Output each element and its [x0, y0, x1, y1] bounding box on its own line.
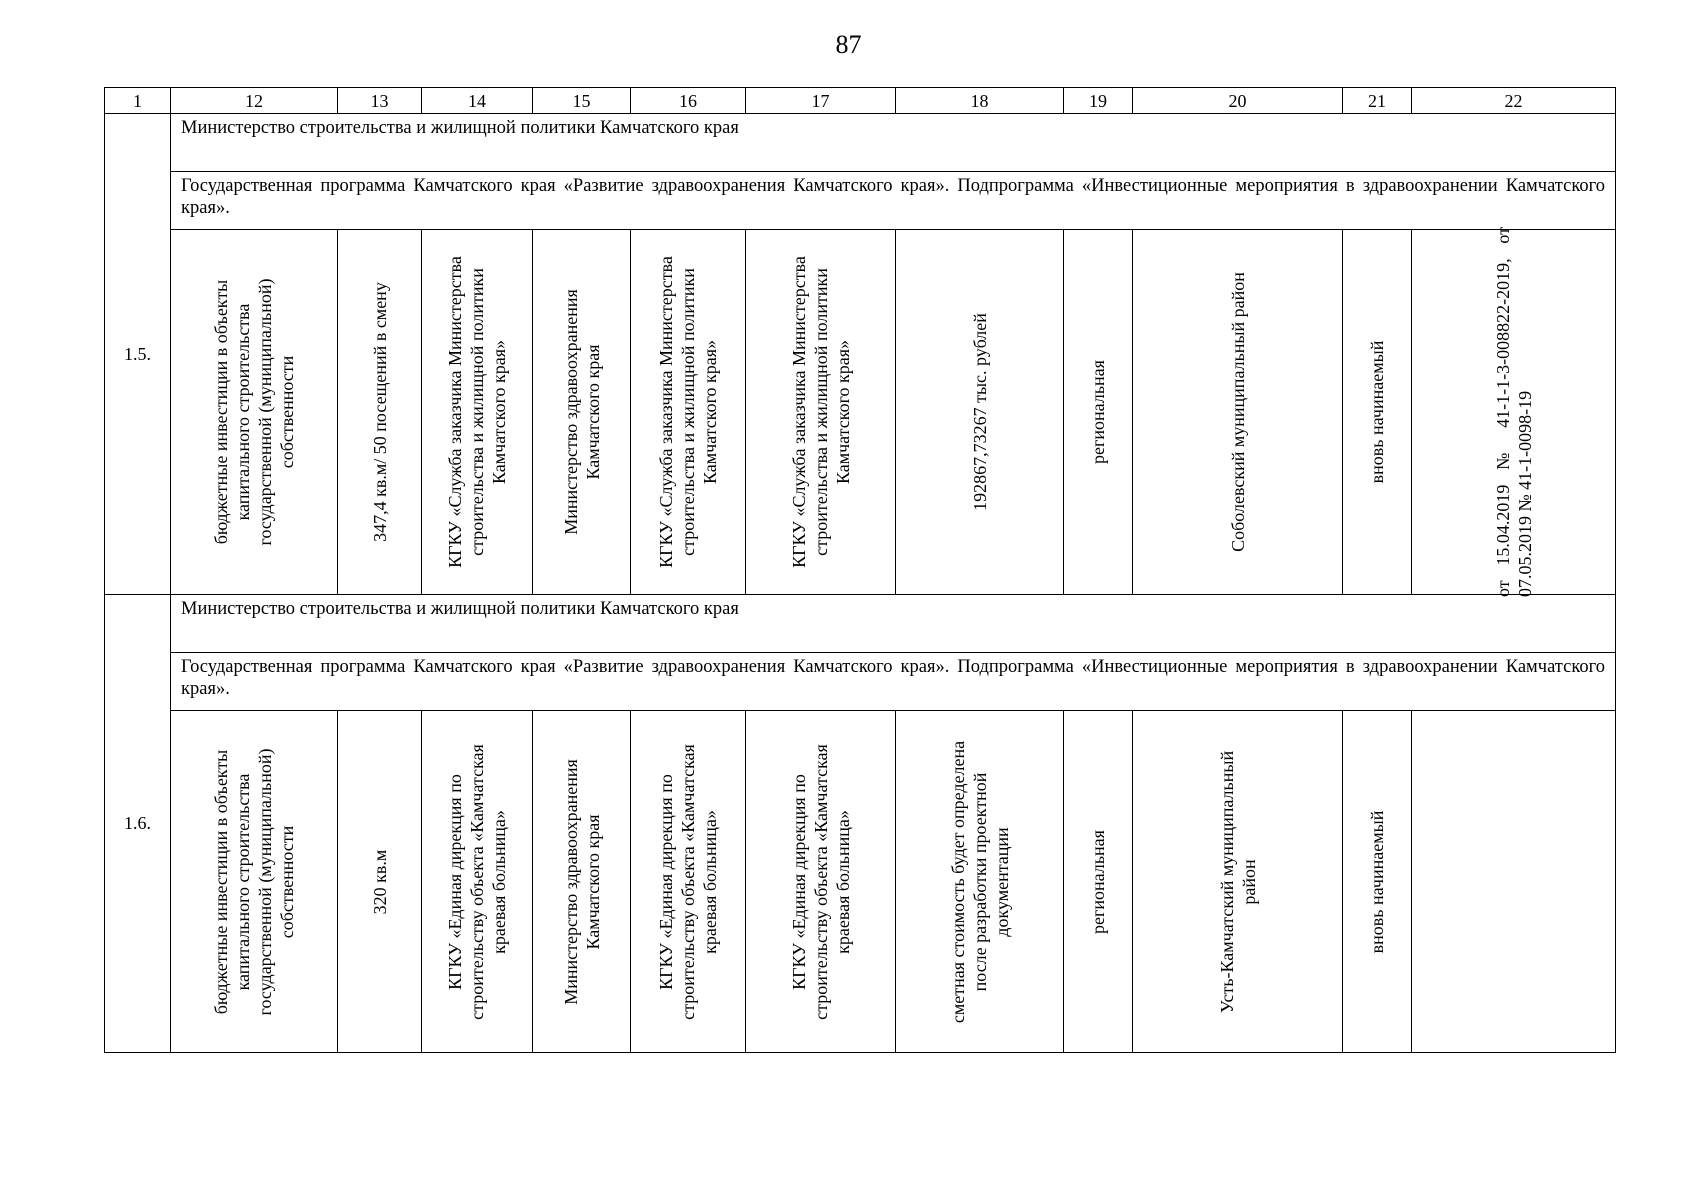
program-text: Государственная программа Камчатского края «Развитие здравоохранения Камчатского края». Подпрограмма «Инвестиционные мероприятия в здравоохранении Камчатского края».: [181, 657, 1605, 699]
status: вновь начинаемый: [1367, 810, 1387, 953]
ministry-cell: [171, 595, 1616, 653]
status-cell: [1343, 711, 1412, 1053]
col-header: 15: [533, 88, 631, 114]
row-number: 1.6.: [105, 595, 171, 1053]
col-header: 12: [171, 88, 338, 114]
contractor-cell: [746, 230, 896, 595]
table-row: [105, 595, 1616, 653]
col-header: 16: [631, 88, 746, 114]
ministry-responsible: Министерство здравоохранения Камчатского края: [560, 758, 603, 1005]
table-row: [105, 230, 1616, 595]
table-row: [105, 172, 1616, 230]
contractor: КГКУ «Единая дирекция по строительству объекта «Камчатская краевая больница»: [788, 743, 853, 1020]
program-text: Государственная программа Камчатского края «Развитие здравоохранения Камчатского края». Подпрограмма «Инвестиционные мероприятия в здравоохранении Камчатского края».: [181, 176, 1605, 218]
capacity: 320 кв.м: [369, 849, 390, 914]
table-row: [105, 114, 1616, 172]
level: региональная: [1088, 360, 1108, 464]
investment-type: бюджетные инвестиции в объекты капитального строительства государственной (муниципальной) собственности: [211, 748, 297, 1015]
ministry-text: Министерство строительства и жилищной политики Камчатского края: [181, 599, 739, 619]
investment-type: бюджетные инвестиции в объекты капитального строительства государственной (муниципальной) собственности: [211, 278, 297, 546]
district-cell: [1133, 230, 1343, 595]
cost-cell: [896, 711, 1064, 1053]
developer: КГКУ «Единая дирекция по строительству объекта «Камчатская краевая больница»: [656, 743, 720, 1020]
col-header: 1: [105, 88, 171, 114]
ministry-text: Министерство строительства и жилищной политики Камчатского края: [181, 118, 739, 138]
program-cell: [171, 653, 1616, 711]
cost: 192867,73267 тыс. рублей: [969, 313, 990, 511]
developer-cell: [631, 711, 746, 1053]
developer: КГКУ «Служба заказчика Министерства строительства и жилищной политики Камчатского края»: [656, 256, 720, 568]
cost: сметная стоимость будет определена после разработки проектной документации: [947, 740, 1012, 1023]
col-header: 18: [896, 88, 1064, 114]
table-row: [105, 711, 1616, 1053]
expertise-cell: [1412, 227, 1616, 597]
investment-type-cell: [171, 711, 338, 1053]
level: региональная: [1088, 829, 1108, 934]
ministry-responsible: Министерство здравоохранения Камчатского края: [560, 289, 603, 535]
col-header: 21: [1343, 88, 1412, 114]
col-header: 14: [422, 88, 533, 114]
col-header: 19: [1064, 88, 1133, 114]
page-number: 87: [835, 30, 862, 59]
expertise: от 15.04.2019 № 41-1-1-3-008822-2019, от 07.05.2019 № 41-1-0098-19: [1492, 227, 1535, 597]
ministry-cell: [171, 114, 1616, 172]
ministry-responsible-cell: [533, 230, 631, 595]
contractor: КГКУ «Служба заказчика Министерства строительства и жилищной политики Камчатского края»: [788, 256, 853, 568]
col-header: 13: [338, 88, 422, 114]
program-cell: [171, 172, 1616, 230]
projects-table: [104, 87, 1616, 1053]
level-cell: [1064, 230, 1133, 595]
ministry-responsible-cell: [533, 711, 631, 1053]
status: вновь начинаемый: [1367, 340, 1387, 484]
table-row: [105, 653, 1616, 711]
developer-cell: [631, 230, 746, 595]
capacity-cell: [338, 230, 422, 595]
col-header: 22: [1412, 88, 1616, 114]
capacity-cell: [338, 711, 422, 1053]
investment-type-cell: [171, 230, 338, 595]
status-cell: [1343, 230, 1412, 595]
customer: КГКУ «Единая дирекция по строительству объекта «Камчатская краевая больница»: [445, 743, 509, 1020]
row-number: 1.5.: [105, 114, 171, 595]
col-header: 17: [746, 88, 896, 114]
header-row: [105, 88, 1616, 114]
capacity: 347,4 кв.м/ 50 посещений в смену: [369, 282, 390, 542]
district-cell: [1133, 711, 1343, 1053]
level-cell: [1064, 711, 1133, 1053]
col-header: 20: [1133, 88, 1343, 114]
cost-cell: [896, 230, 1064, 595]
customer-cell: [422, 711, 533, 1053]
customer-cell: [422, 230, 533, 595]
expertise-cell: [1412, 711, 1616, 1053]
district: Соболевский муниципальный район: [1227, 272, 1248, 552]
district: Усть-Камчатский муниципальный район: [1216, 750, 1259, 1013]
contractor-cell: [746, 711, 896, 1053]
customer: КГКУ «Служба заказчика Министерства строительства и жилищной политики Камчатского края»: [445, 256, 509, 568]
